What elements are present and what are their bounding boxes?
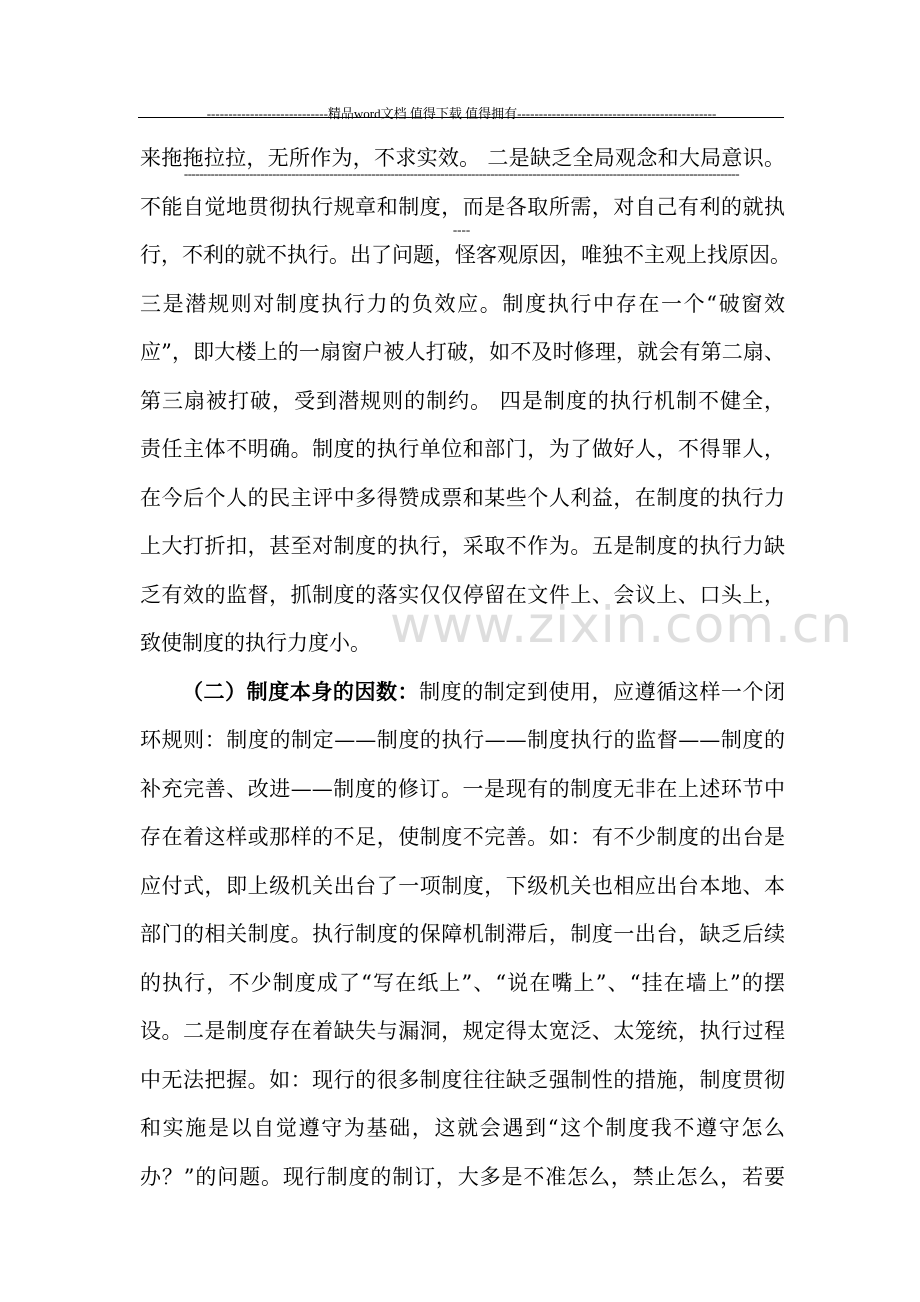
- text-line: 在今后个人的民主评中多得赞成票和某些个人利益，在制度的执行力: [140, 485, 785, 510]
- text-line: 致使制度的执行力度小。: [140, 631, 371, 655]
- text-line: 不能自觉地贯彻执行规章和制度，而是各取所需，对自己有利的就执: [140, 194, 785, 219]
- text-line: 上大打折扣，甚至对制度的执行，采取不作为。五是制度的执行力缺: [140, 534, 785, 558]
- text-line: 行，不利的就不执行。出了问题，怪客观原因，唯独不主观上找原因。: [140, 243, 791, 267]
- text-line: 第三扇被打破，受到潜规则的制约。 四是制度的执行机制不健全，: [140, 388, 785, 413]
- header-dash-tail: ----: [452, 222, 471, 237]
- text-line: 部门的相关制度。执行制度的保障机制滞后，制度一出台，缺乏后续: [140, 922, 785, 946]
- text-line: 来拖拖拉拉，无所作为，不求实效。 二是缺乏全局观念和大局意识。: [140, 146, 785, 170]
- text-line: 三是潜规则对制度执行力的负效应。制度执行中存在一个“破窗效: [140, 291, 785, 316]
- header-divider: [138, 117, 784, 118]
- document-body: [140, 134, 791, 1201]
- paragraph-1: [140, 134, 791, 668]
- text-line: 办？”的问题。现行制度的制订，大多是不准怎么，禁止怎么，若要: [140, 1164, 785, 1189]
- text-line: 和实施是以自觉遵守为基础，这就会遇到“这个制度我不遵守怎么: [140, 1116, 785, 1140]
- text-line: 设。二是制度存在着缺失与漏洞，规定得太宽泛、太笼统，执行过程: [140, 1019, 785, 1043]
- header-banner-text: ----------------------------精品word文档 值得下载 值得拥有----------------------------------------------: [206, 106, 717, 121]
- paragraph-2-first-line: [140, 668, 785, 717]
- text-line: 存在着这样或那样的不足，使制度不完善。如：有不少制度的出台是: [140, 825, 785, 849]
- paragraph-2: [140, 668, 785, 1202]
- header-dash-line: -------------------------------------------------------------------------------------------------------------------------------------------------: [183, 166, 740, 180]
- text-line: 中无法把握。如：现行的很多制度往往缺乏强制性的措施，制度贯彻: [140, 1067, 785, 1092]
- text-line: 应付式，即上级机关出台了一项制度，下级机关也相应出台本地、本: [140, 873, 785, 898]
- text-line: 的执行，不少制度成了“写在纸上”、“说在嘴上”、“挂在墙上”的摆: [140, 970, 785, 995]
- text-line: 乏有效的监督，抓制度的落实仅仅停留在文件上、会议上、口头上，: [140, 582, 785, 607]
- section-heading: （二）制度本身的因数：: [182, 678, 420, 704]
- text-line-rest: 制度的制定到使用，应遵循这样一个闭: [419, 679, 786, 704]
- text-line: 应”，即大楼上的一扇窗户被人打破，如不及时修理，就会有第二扇、: [140, 340, 785, 364]
- text-line: 责任主体不明确。制度的执行单位和部门，为了做好人，不得罪人，: [140, 437, 785, 461]
- watermark-text: www.zixin.com.cn: [390, 596, 854, 654]
- text-line: 环规则：制度的制定——制度的执行——制度执行的监督——制度的: [140, 728, 785, 752]
- text-line: 补充完善、改进——制度的修订。一是现有的制度无非在上述环节中: [140, 776, 785, 801]
